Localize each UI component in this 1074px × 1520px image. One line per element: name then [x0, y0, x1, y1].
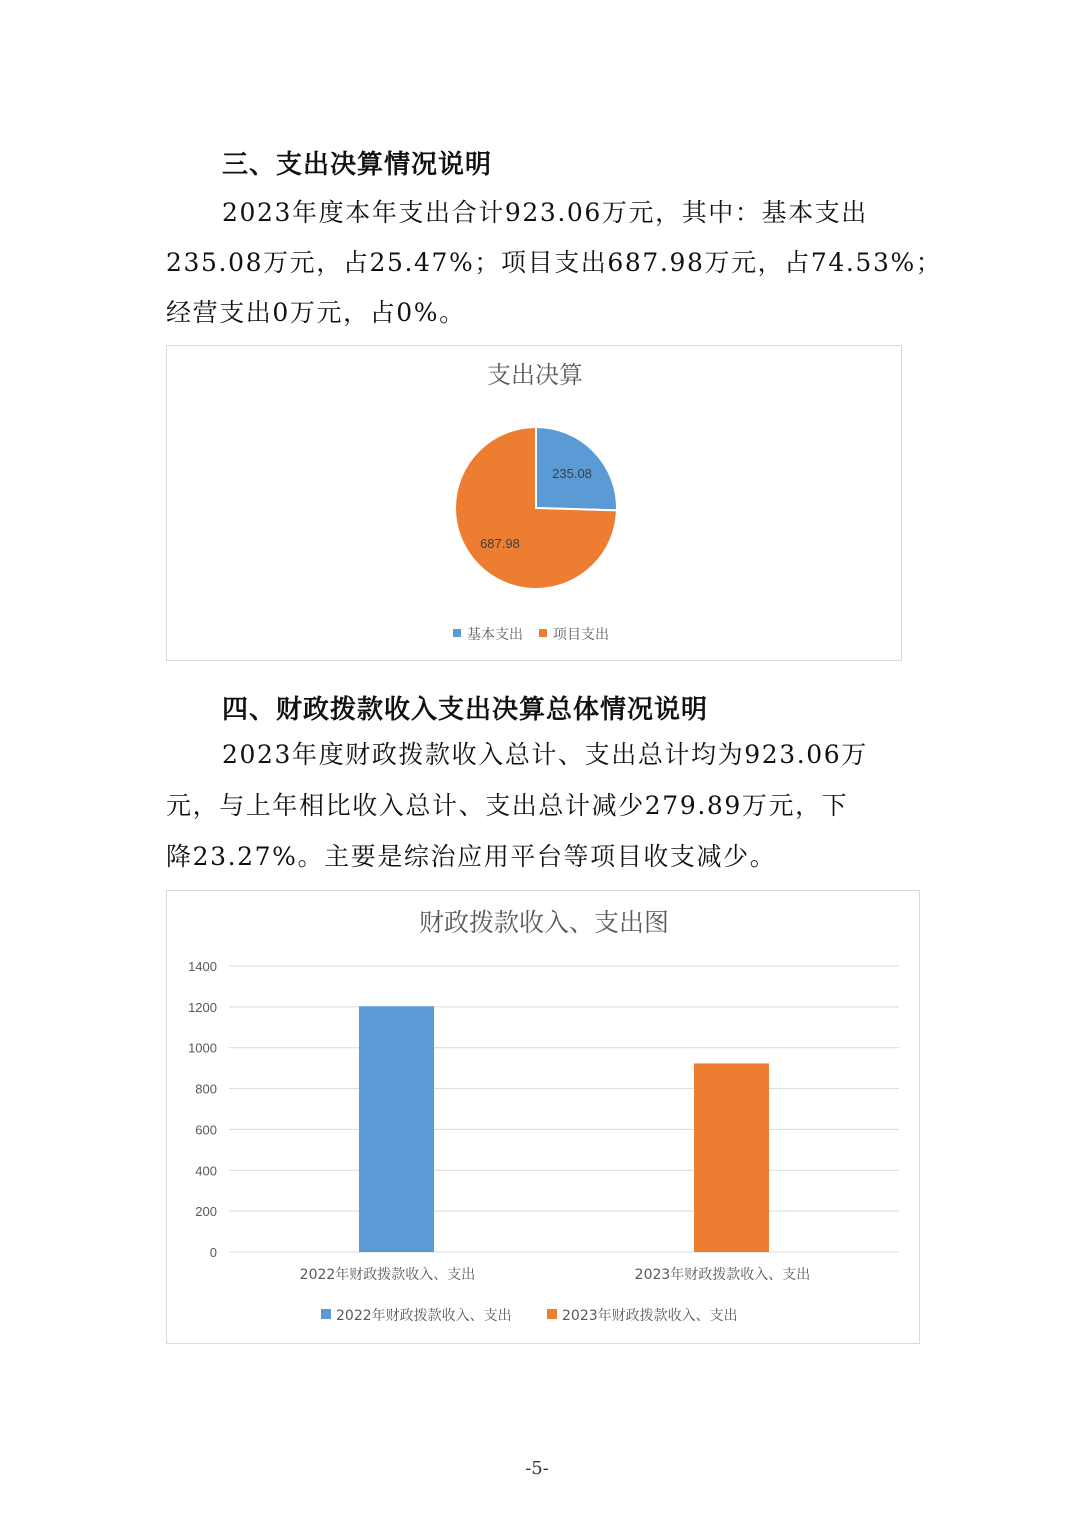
- y-tick-label: 800: [195, 1081, 217, 1097]
- legend-label: 项目支出: [553, 627, 609, 643]
- paragraph-line: 经营支出0万元，占0%。: [166, 298, 466, 327]
- y-tick-label: 0: [209, 1245, 217, 1260]
- y-tick-label: 1400: [188, 959, 217, 974]
- legend-label: 2023年财政拨款收入、支出: [562, 1308, 738, 1324]
- legend-label: 基本支出: [467, 627, 523, 643]
- section-heading-fiscal: 四、财政拨款收入支出决算总体情况说明: [222, 695, 709, 725]
- bar-1: [359, 1006, 434, 1252]
- y-tick-label: 1200: [188, 999, 217, 1015]
- pie-chart-title: 支出决算: [487, 361, 583, 389]
- paragraph-line: 235.08万元，占25.47%；项目支出687.98万元，占74.53%；: [166, 248, 943, 277]
- legend-swatch: [453, 629, 461, 637]
- bar-chart-title: 财政拨款收入、支出图: [418, 908, 670, 937]
- paragraph-line: 2023年度财政拨款收入总计、支出总计均为923.06万: [222, 740, 868, 769]
- legend-swatch: [539, 629, 547, 637]
- paragraph-line: 降23.27%。主要是综治应用平台等项目收支减少。: [166, 842, 777, 871]
- legend-swatch: [547, 1309, 557, 1319]
- paragraph-line: 元，与上年相比收入总计、支出总计减少279.89万元，下: [166, 791, 849, 820]
- y-tick-label: 200: [195, 1204, 217, 1220]
- pie-data-label: 235.08: [552, 466, 592, 482]
- legend-label: 2022年财政拨款收入、支出: [336, 1308, 512, 1324]
- page-number: -5-: [525, 1458, 549, 1479]
- x-category-label: 2022年财政拨款收入、支出: [299, 1267, 476, 1283]
- expenditure-pie-chart: [166, 345, 902, 661]
- legend-swatch: [321, 1309, 331, 1319]
- bar-chart-canvas: [167, 891, 921, 1345]
- fiscal-bar-chart: [166, 890, 920, 1344]
- pie-data-label: 687.98: [480, 535, 520, 551]
- pie-chart-canvas: [167, 346, 903, 662]
- y-tick-label: 600: [195, 1122, 217, 1138]
- section-heading-expenditure: 三、支出决算情况说明: [222, 150, 493, 180]
- y-tick-label: 1000: [188, 1040, 217, 1056]
- bar-2: [694, 1063, 769, 1252]
- y-tick-label: 400: [195, 1163, 217, 1179]
- x-category-label: 2023年财政拨款收入、支出: [634, 1267, 811, 1283]
- paragraph-line: 2023年度本年支出合计923.06万元，其中：基本支出: [222, 198, 868, 227]
